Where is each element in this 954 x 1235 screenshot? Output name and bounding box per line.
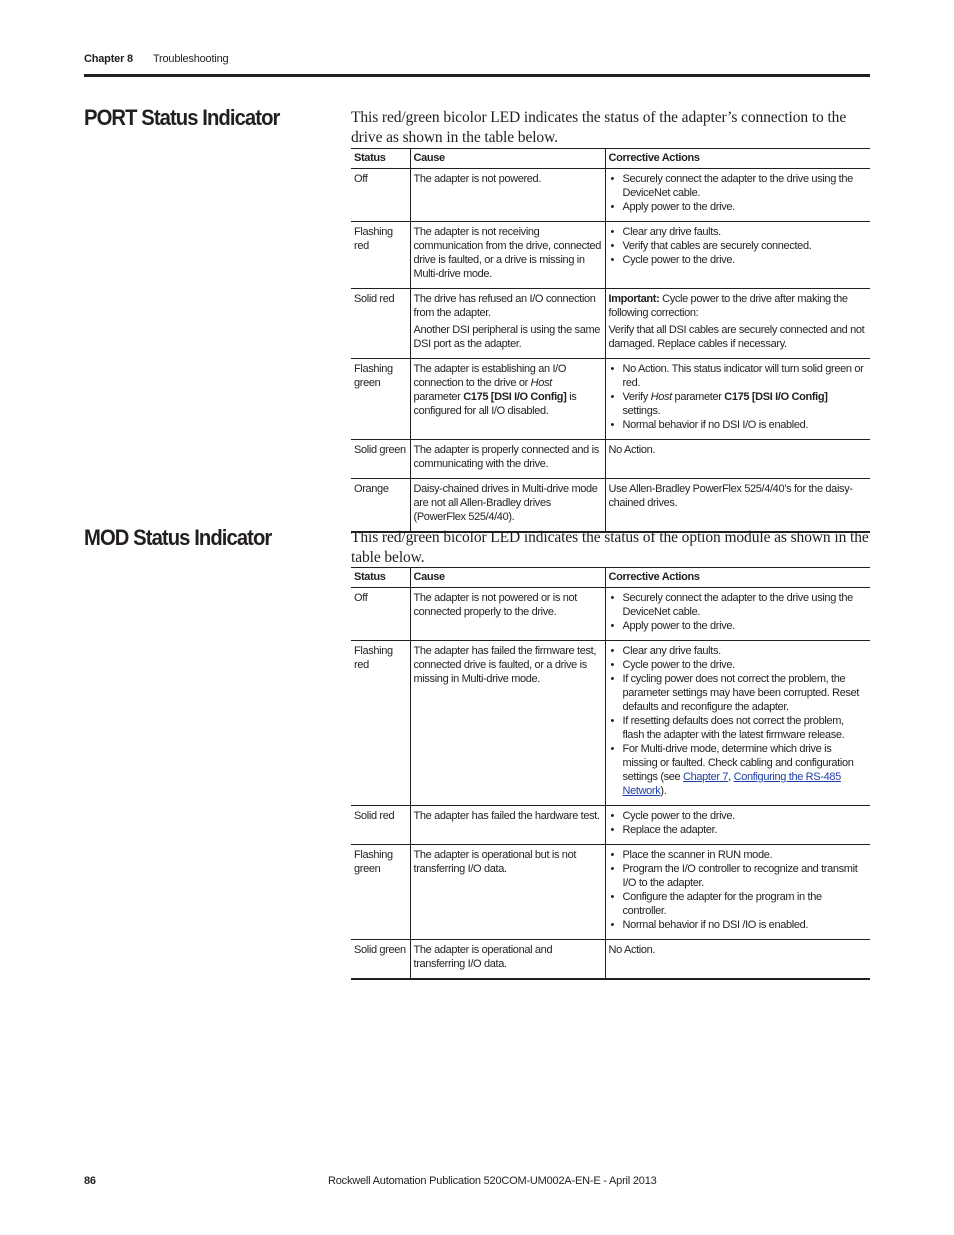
cause-text: The drive has refused an I/O connection from the adapter.: [413, 293, 596, 319]
action-text: Verify: [622, 391, 651, 403]
column-header-actions: Corrective Actions: [605, 568, 870, 588]
running-header: [84, 53, 228, 65]
cause-text: parameter: [413, 391, 464, 403]
cause-cell: [410, 479, 605, 533]
action-item: • If resetting defaults does not correct the problem, flash the adapter with the latest firmware release.: [609, 714, 868, 742]
actions-cell: [605, 169, 870, 222]
table-row: [351, 289, 870, 359]
table-row: [351, 479, 870, 533]
action-item: • Normal behavior if no DSI /IO is enabled.: [609, 918, 868, 932]
action-item: • Replace the adapter.: [609, 823, 868, 837]
cause-text: Another DSI peripheral is using the same DSI port as the adapter.: [413, 324, 601, 350]
actions-cell: No Action.: [605, 440, 870, 479]
cause-cell: [410, 289, 605, 359]
actions-list: [609, 591, 868, 633]
actions-list: [609, 809, 868, 837]
table-header-row: [351, 568, 870, 588]
actions-cell: No Action.: [605, 940, 870, 980]
status-cell: Solid red: [351, 289, 410, 359]
action-item: • Securely connect the adapter to the drive using the DeviceNet cable.: [609, 591, 868, 619]
cause-cell: The adapter is not powered or is not connected properly to the drive.: [410, 588, 605, 641]
table-row: [351, 588, 870, 641]
cause-cell: [410, 222, 605, 289]
action-item: • Cycle power to the drive.: [609, 253, 868, 267]
column-header-cause: Cause: [410, 568, 605, 588]
cause-text: The adapter is not powered.: [413, 173, 542, 185]
action-item: [609, 390, 868, 418]
action-item: • If cycling power does not correct the problem, the parameter settings may have been corrupted. Reset defaults and reconfigure the adapter.: [609, 672, 868, 714]
action-emphasis: Host: [650, 391, 672, 403]
port-status-table: [351, 148, 870, 533]
actions-list: [609, 362, 868, 432]
action-item: • Clear any drive faults.: [609, 225, 868, 239]
important-note: [609, 292, 868, 320]
actions-list: [609, 848, 868, 932]
status-cell: Flashing green: [351, 845, 410, 940]
cause-cell: [410, 359, 605, 440]
cause-parameter: C175 [DSI I/O Config]: [463, 391, 567, 403]
column-header-cause: Cause: [410, 149, 605, 169]
mod-section-title: MOD Status Indicator: [84, 525, 272, 550]
action-item: • Normal behavior if no DSI I/O is enabled.: [609, 418, 868, 432]
actions-list: [609, 644, 868, 798]
table-row: [351, 222, 870, 289]
status-cell: Flashing green: [351, 359, 410, 440]
status-cell: Solid green: [351, 440, 410, 479]
table-row: [351, 641, 870, 806]
actions-cell: [605, 806, 870, 845]
table-row: [351, 940, 870, 980]
table-row: [351, 169, 870, 222]
actions-cell: Use Allen-Bradley PowerFlex 525/4/40’s for the daisy-chained drives.: [605, 479, 870, 533]
action-item: • No Action. This status indicator will turn solid green or red.: [609, 362, 868, 390]
status-cell: Flashing red: [351, 222, 410, 289]
actions-cell: [605, 588, 870, 641]
status-cell: Solid red: [351, 806, 410, 845]
action-item: • Cycle power to the drive.: [609, 658, 868, 672]
status-cell: Solid green: [351, 940, 410, 980]
table-row: [351, 806, 870, 845]
actions-cell: [605, 222, 870, 289]
column-header-status: Status: [351, 568, 410, 588]
action-item: • Verify that cables are securely connected.: [609, 239, 868, 253]
action-text: Verify that all DSI cables are securely connected and not damaged. Replace cables if necessary.: [608, 324, 865, 350]
action-item: • Clear any drive faults.: [609, 644, 868, 658]
cause-cell: The adapter has failed the hardware test.: [410, 806, 605, 845]
cause-cell: The adapter has failed the firmware test, connected drive is faulted, or a drive is missing in Multi-drive mode.: [410, 641, 605, 806]
cause-text: is configured for all I/O disabled.: [413, 391, 577, 417]
status-cell: Orange: [351, 479, 410, 533]
action-text: ).: [660, 785, 667, 797]
table-row: [351, 359, 870, 440]
actions-cell: [605, 289, 870, 359]
status-cell: Off: [351, 169, 410, 222]
table-row: [351, 845, 870, 940]
action-item: • Apply power to the drive.: [609, 200, 868, 214]
table-header-row: [351, 149, 870, 169]
action-text: For Multi-drive mode, determine which drive is missing or faulted. Check cabling and configuration settings (see: [622, 743, 854, 783]
cause-cell: The adapter is operational and transferring I/O data.: [410, 940, 605, 980]
cause-text: The adapter is properly connected and is communicating with the drive.: [413, 444, 599, 470]
action-item: • Place the scanner in RUN mode.: [609, 848, 868, 862]
cause-text: The adapter is not receiving communication from the drive, connected drive is faulted, or a drive is missing in Multi-drive mode.: [413, 226, 602, 280]
action-item: • Cycle power to the drive.: [609, 809, 868, 823]
header-rule: [84, 74, 870, 77]
mod-intro: This red/green bicolor LED indicates the status of the option module as shown in the table below.: [351, 529, 869, 566]
configuring-rs485-link[interactable]: Configuring the RS-485 Network: [622, 771, 841, 797]
port-section-title: PORT Status Indicator: [84, 105, 280, 130]
action-item: • Securely connect the adapter to the drive using the DeviceNet cable.: [609, 172, 868, 200]
cause-text: Daisy-chained drives in Multi-drive mode are not all Allen-Bradley drives (PowerFlex 525/4/40).: [413, 483, 598, 523]
action-text: parameter: [671, 391, 725, 403]
action-item: • Apply power to the drive.: [609, 619, 868, 633]
column-header-status: Status: [351, 149, 410, 169]
cause-text: The adapter is establishing an I/O connection to the drive or: [413, 363, 567, 389]
publication-info: Rockwell Automation Publication 520COM-UM002A-EN-E - April 2013: [328, 1175, 657, 1187]
mod-status-table: [351, 567, 870, 980]
status-cell: Off: [351, 588, 410, 641]
cause-cell: The adapter is operational but is not transferring I/O data.: [410, 845, 605, 940]
cause-cell: [410, 169, 605, 222]
cause-emphasis: Host: [530, 377, 552, 389]
action-text: settings.: [622, 405, 661, 417]
action-parameter: C175 [DSI I/O Config]: [724, 391, 828, 403]
actions-cell: [605, 641, 870, 806]
status-cell: Flashing red: [351, 641, 410, 806]
table-row: [351, 440, 870, 479]
action-item: • Configure the adapter for the program in the controller.: [609, 890, 868, 918]
column-header-actions: Corrective Actions: [605, 149, 870, 169]
chapter-7-link[interactable]: Chapter 7: [683, 771, 729, 783]
actions-cell: [605, 845, 870, 940]
action-text: ,: [728, 771, 734, 783]
actions-list: [609, 225, 868, 267]
important-text: Cycle power to the drive after making the following correction:: [608, 293, 848, 319]
port-intro: This red/green bicolor LED indicates the status of the adapter’s connection to the drive as shown in the table below.: [351, 109, 847, 146]
page-number: 86: [84, 1175, 96, 1187]
action-item: • Program the I/O controller to recognize and transmit I/O to the adapter.: [609, 862, 868, 890]
cause-cell: [410, 440, 605, 479]
actions-list: [609, 172, 868, 214]
section-label: Troubleshooting: [152, 53, 229, 65]
chapter-label: Chapter 8: [84, 53, 133, 65]
important-label: Important:: [608, 293, 660, 305]
action-item: [609, 742, 868, 798]
actions-cell: [605, 359, 870, 440]
